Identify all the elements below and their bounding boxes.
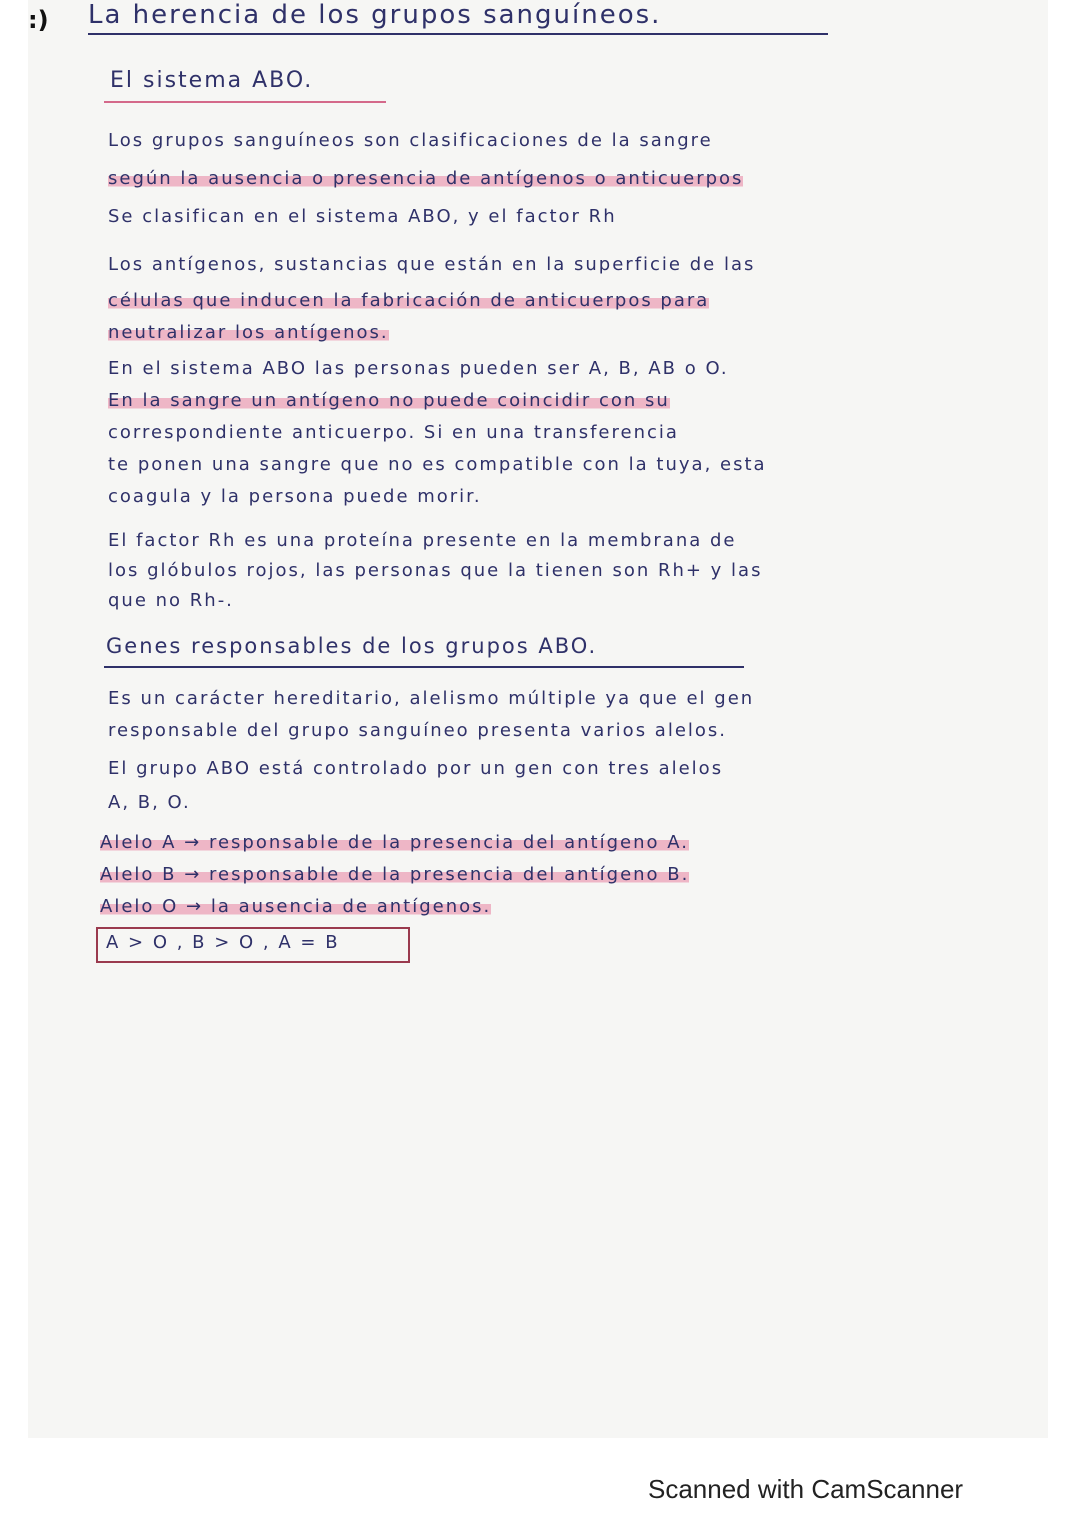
note-line: Alelo O → la ausencia de antígenos.	[100, 896, 492, 917]
note-line: En el sistema ABO las personas pueden ser A, B, AB o O.	[108, 358, 729, 379]
note-line: coagula y la persona puede morir.	[108, 486, 482, 507]
scanner-watermark: Scanned with CamScanner	[648, 1474, 964, 1504]
note-line: Los grupos sanguíneos son clasificaciones de la sangre	[108, 130, 713, 151]
scanned-page	[28, 0, 1048, 1438]
section-heading-underline	[104, 666, 744, 668]
note-line: Se clasifican en el sistema ABO, y el factor Rh	[108, 206, 617, 227]
section-heading-abo: El sistema ABO.	[110, 68, 314, 93]
note-line: El factor Rh es una proteína presente en la membrana de	[108, 530, 737, 551]
note-line: A, B, O.	[108, 792, 191, 813]
note-line: El grupo ABO está controlado por un gen con tres alelos	[108, 758, 724, 779]
note-line: según la ausencia o presencia de antígenos o anticuerpos	[108, 168, 744, 189]
note-line: te ponen una sangre que no es compatible con la tuya, esta	[108, 454, 767, 475]
section-heading-underline	[104, 101, 386, 103]
dominance-relation: A > O , B > O , A = B	[106, 932, 340, 953]
note-line: células que inducen la fabricación de anticuerpos para	[108, 290, 710, 311]
note-line: Es un carácter hereditario, alelismo múltiple ya que el gen	[108, 688, 755, 709]
note-line: En la sangre un antígeno no puede coincidir con su	[108, 390, 670, 411]
title-underline	[88, 33, 828, 35]
section-heading-genes: Genes responsables de los grupos ABO.	[106, 634, 598, 658]
note-line: los glóbulos rojos, las personas que la tienen son Rh+ y las	[108, 560, 763, 581]
note-line: Los antígenos, sustancias que están en la superficie de las	[108, 254, 756, 275]
note-line: neutralizar los antígenos.	[108, 322, 389, 343]
note-line: que no Rh-.	[108, 590, 234, 611]
note-line: responsable del grupo sanguíneo presenta varios alelos.	[108, 720, 728, 741]
note-line: Alelo A → responsable de la presencia del antígeno A.	[100, 832, 689, 853]
note-line: correspondiente anticuerpo. Si en una transferencia	[108, 422, 679, 443]
note-line: Alelo B → responsable de la presencia del antígeno B.	[100, 864, 690, 885]
page-title: La herencia de los grupos sanguíneos.	[88, 0, 662, 30]
smiley-prefix: :)	[28, 6, 49, 34]
